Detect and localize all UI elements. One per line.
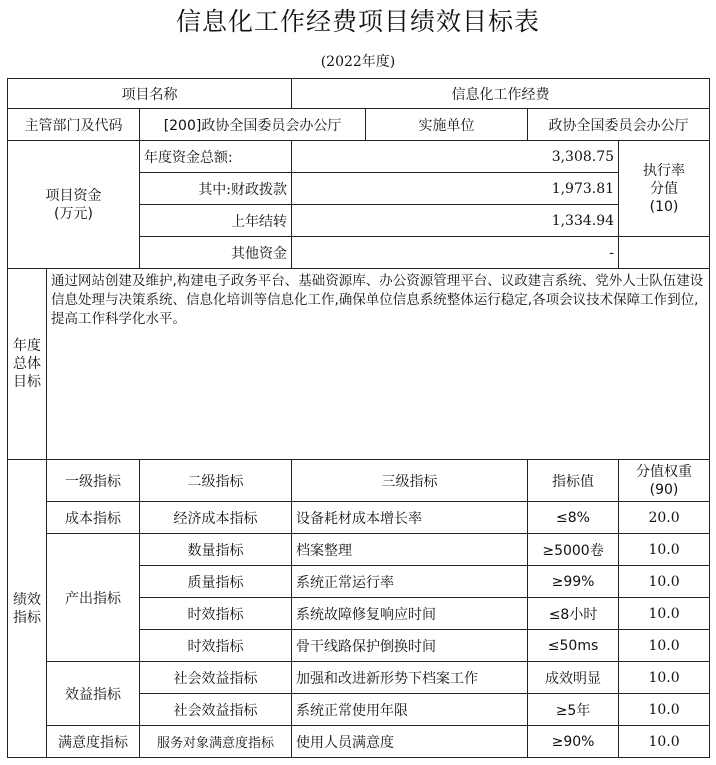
fiscal-allocation-value: 1,973.81 — [292, 173, 619, 205]
page-title: 信息化工作经费项目绩效目标表 — [175, 7, 540, 36]
group-output: 产出指标 — [47, 534, 140, 662]
value-cell: ≤8% — [528, 502, 619, 534]
carryover-label: 上年结转 — [140, 205, 292, 237]
exec-rate-score — [619, 141, 710, 237]
group-satisfaction: 满意度指标 — [47, 726, 140, 758]
header-weight-line2: (90) — [649, 481, 679, 498]
value-cell: ≤50ms — [528, 630, 619, 662]
weight-cell: 10.0 — [619, 566, 710, 598]
header-value: 指标值 — [528, 460, 619, 502]
annual-goal-label — [8, 269, 47, 460]
level2-cell: 社会效益指标 — [140, 662, 292, 694]
level2-cell: 质量指标 — [140, 566, 292, 598]
level3-cell: 系统正常运行率 — [292, 566, 528, 598]
impl-unit-label: 实施单位 — [366, 109, 528, 141]
funds-label-line2: (万元) — [54, 205, 93, 222]
goal-label-line2: 总体 — [13, 356, 41, 372]
group-benefit: 效益指标 — [47, 662, 140, 726]
value-cell: 成效明显 — [528, 662, 619, 694]
total-funds-value: 3,308.75 — [292, 141, 619, 173]
goal-label-line3: 目标 — [13, 374, 41, 390]
total-funds-label: 年度资金总额: — [140, 141, 292, 173]
goal-label-line1: 年度 — [13, 338, 41, 354]
funds-label — [8, 141, 140, 269]
funds-label-line1: 项目资金 — [45, 187, 102, 204]
perf-label-line1: 绩效 — [13, 591, 41, 608]
other-funds-label: 其他资金 — [140, 237, 292, 269]
level2-cell: 时效指标 — [140, 598, 292, 630]
weight-cell: 20.0 — [619, 502, 710, 534]
header-level1: 一级指标 — [47, 460, 140, 502]
weight-cell: 10.0 — [619, 662, 710, 694]
level3-cell: 档案整理 — [292, 534, 528, 566]
level3-cell: 使用人员满意度 — [292, 726, 528, 758]
level3-cell: 系统正常使用年限 — [292, 694, 528, 726]
value-cell: ≥5000卷 — [528, 534, 619, 566]
carryover-value: 1,334.94 — [292, 205, 619, 237]
value-cell: ≥5年 — [528, 694, 619, 726]
level3-cell: 系统故障修复响应时间 — [292, 598, 528, 630]
header-level3: 三级指标 — [292, 460, 528, 502]
fiscal-year: (2022年度) — [320, 54, 396, 70]
exec-rate-line2: 分值 — [650, 180, 679, 197]
dept-label: 主管部门及代码 — [8, 109, 140, 141]
header-level2: 二级指标 — [140, 460, 292, 502]
exec-rate-line3: (10) — [649, 198, 679, 215]
level3-cell: 加强和改进新形势下档案工作 — [292, 662, 528, 694]
annual-goal-text: 通过网站创建及维护,构建电子政务平台、基础资源库、办公资源管理平台、议政建言系统、党外人士队伍建设信息处理与决策系统、信息化培训等信息化工作,确保单位信息系统整体运行稳定,各项会议技术保障工作到位,提高工作科学化水平。 — [47, 269, 710, 460]
header-weight-line1: 分值权重 — [636, 463, 693, 480]
project-name-label: 项目名称 — [8, 79, 292, 109]
performance-target-table — [7, 78, 710, 758]
perf-label — [8, 460, 47, 758]
weight-cell: 10.0 — [619, 534, 710, 566]
level2-cell: 数量指标 — [140, 534, 292, 566]
exec-rate-line1: 执行率 — [643, 162, 686, 179]
perf-label-line2: 指标 — [13, 609, 41, 626]
header-weight — [619, 460, 710, 502]
empty-cell — [619, 237, 710, 269]
fiscal-allocation-label: 其中:财政拨款 — [140, 173, 292, 205]
weight-cell: 10.0 — [619, 630, 710, 662]
level3-cell: 设备耗材成本增长率 — [292, 502, 528, 534]
group-cost: 成本指标 — [47, 502, 140, 534]
value-cell: ≥90% — [528, 726, 619, 758]
impl-unit-value: 政协全国委员会办公厅 — [528, 109, 710, 141]
weight-cell: 10.0 — [619, 726, 710, 758]
level2-cell: 服务对象满意度指标 — [140, 726, 292, 758]
other-funds-value: - — [292, 237, 619, 269]
dept-value: [200]政协全国委员会办公厅 — [140, 109, 366, 141]
value-cell: ≤8小时 — [528, 598, 619, 630]
weight-cell: 10.0 — [619, 694, 710, 726]
level3-cell: 骨干线路保护倒换时间 — [292, 630, 528, 662]
level2-cell: 时效指标 — [140, 630, 292, 662]
weight-cell: 10.0 — [619, 598, 710, 630]
value-cell: ≥99% — [528, 566, 619, 598]
project-name-value: 信息化工作经费 — [292, 79, 710, 109]
level2-cell: 经济成本指标 — [140, 502, 292, 534]
level2-cell: 社会效益指标 — [140, 694, 292, 726]
